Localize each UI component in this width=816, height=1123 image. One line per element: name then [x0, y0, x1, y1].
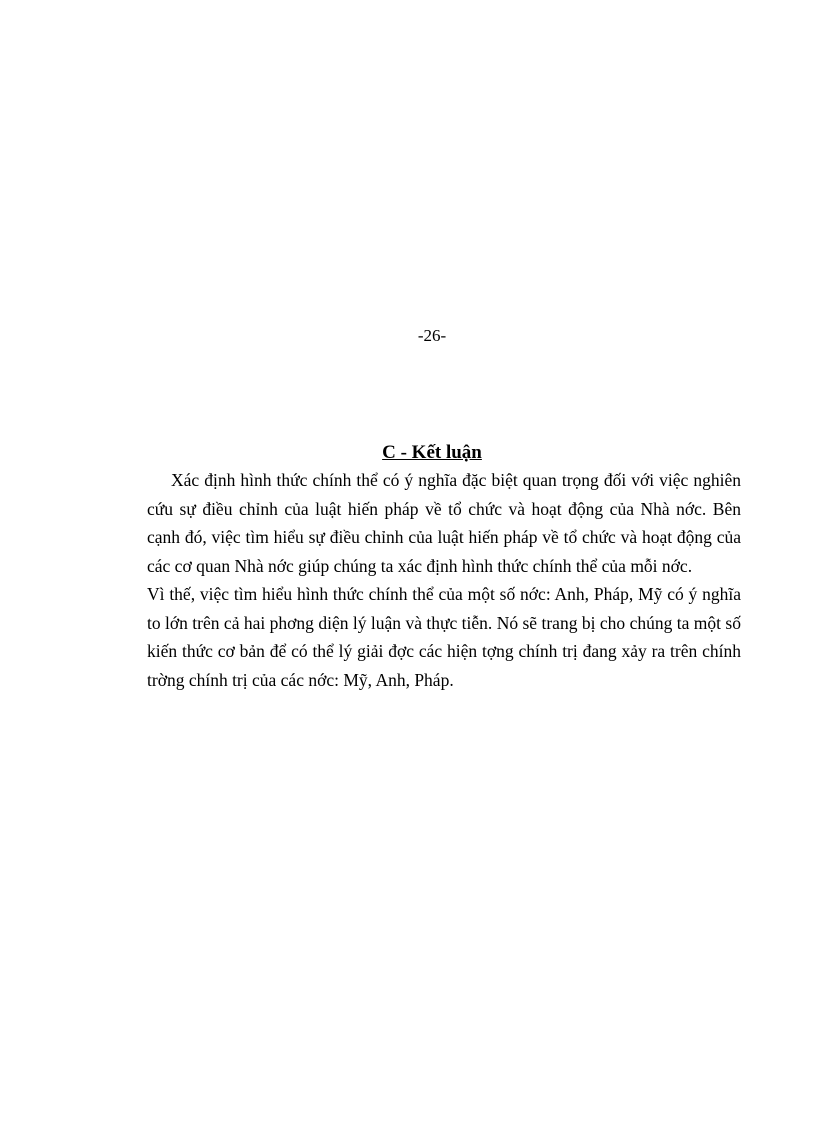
body-text	[147, 466, 741, 694]
page-number: -26-	[417, 326, 447, 345]
section-heading: C - Kết luận	[382, 442, 482, 463]
paragraph-1: Xác định hình thức chính thể có ý nghĩa đặc biệt quan trọng đối với việc nghiên cứu sự điều chỉnh của luật hiến pháp về tổ chức và hoạt động của Nhà nớc. Bên cạnh đó, việc tìm hiểu sự điều chỉnh của luật hiến pháp về tổ chức và hoạt động của các cơ quan Nhà nớc giúp chúng ta xác định hình thức chính thể của mỗi nớc.	[147, 470, 741, 576]
paragraph-2: Vì thế, việc tìm hiểu hình thức chính thể của một số nớc: Anh, Pháp, Mỹ có ý nghĩa to lớn trên cả hai phơng diện lý luận và thực tiễn. Nó sẽ trang bị cho chúng ta một số kiến thức cơ bản để có thể lý giải đợc các hiện tợng chính trị đang xảy ra trên chính trờng chính trị của các nớc: Mỹ, Anh, Pháp.	[147, 584, 741, 690]
